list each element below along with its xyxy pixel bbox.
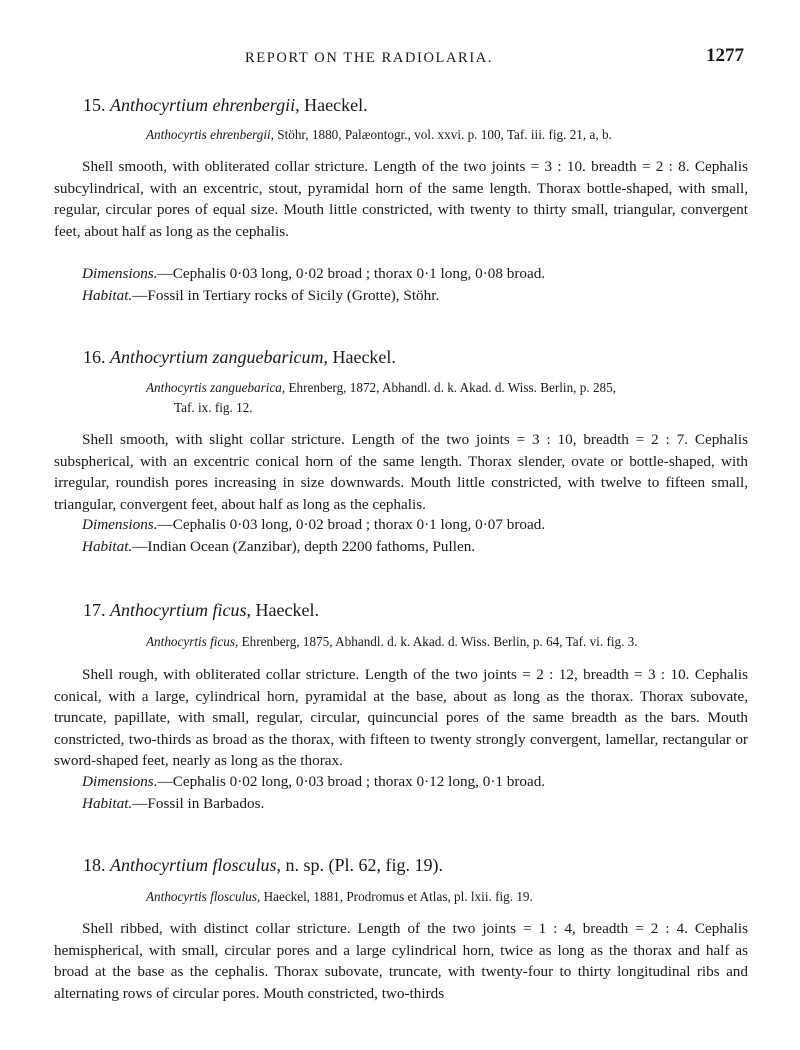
habitat-label: Habitat. [82,287,133,304]
species-author: Haeckel. [304,95,368,115]
synonym [146,125,748,145]
species-description: Shell smooth, with slight collar stricture. Length of the two joints = 3 : 10, breadth = 2 : 7. Cephalis subspherical, with an excentric conical horn of the same length. Thorax slender, ovate or bottle-shaped, with irregular, roundish pores increasing in size downwards. Mouth little constricted, with twelve to fifteen small, triangular, convergent feet, about half as long as the cephalis. [54,431,748,513]
page-number: 1277 [706,45,744,66]
dimensions [82,263,748,285]
species-name: Anthocyrtium ficus, [110,600,251,620]
dimensions-label: Dimensions. [82,265,158,282]
running-head [0,44,800,68]
habitat-text: —Indian Ocean (Zanzibar), depth 2200 fathoms, Pullen. [132,538,476,555]
species-name: Anthocyrtium zanguebaricum, [110,347,328,367]
habitat [82,793,748,815]
species-description: Shell ribbed, with distinct collar stricture. Length of the two joints = 1 : 4, breadth = 2 : 4. Cephalis hemispherical, with small, circular pores and a large cylindrical horn, twice as long as the thorax and half as broad at the base as the cephalis. Thorax subovate, truncate, with twenty-four to thirty longitudinal ribs and alternating rows of circular pores. Mouth constricted, two-thirds [54,920,748,1002]
habitat-label: Habitat. [82,795,133,812]
synonym-reference: Haeckel, 1881, Prodromus et Atlas, pl. lxii. fig. 19. [263,889,533,904]
species-number: 15. [83,95,106,115]
habitat-text: —Fossil in Barbados. [132,795,265,812]
synonym-name: Anthocyrtis zanguebarica, [146,380,286,395]
species-name: Anthocyrtium ehrenbergii, [110,95,300,115]
species-number: 18. [83,855,106,875]
synonym-reference: Stöhr, 1880, Palæontogr., vol. xxvi. p. 100, Taf. iii. fig. 21, a, b. [277,127,612,142]
dimensions-text: —Cephalis 0·03 long, 0·02 broad ; thorax 0·1 long, 0·07 broad. [157,516,546,533]
dimensions-text: —Cephalis 0·02 long, 0·03 broad ; thorax 0·12 long, 0·1 broad. [157,773,546,790]
species-heading [83,600,319,621]
species-author: n. sp. (Pl. 62, fig. 19). [285,855,443,875]
dimensions-text: —Cephalis 0·03 long, 0·02 broad ; thorax 0·1 long, 0·08 broad. [157,265,546,282]
species-heading [83,95,368,116]
synonym [146,378,748,418]
species-name: Anthocyrtium flosculus, [110,855,281,875]
synonym-reference-continued: Taf. ix. fig. 12. [174,400,253,415]
running-title: REPORT ON THE RADIOLARIA. [245,50,494,66]
synonym-name: Anthocyrtis flosculus, [146,889,261,904]
dimensions [82,514,748,536]
synonym-reference: Ehrenberg, 1875, Abhandl. d. k. Akad. d. Wiss. Berlin, p. 64, Taf. vi. fig. 3. [241,634,638,649]
synonym-reference: Ehrenberg, 1872, Abhandl. d. k. Akad. d. Wiss. Berlin, p. 285, [288,380,617,395]
species-number: 16. [83,347,106,367]
dimensions-label: Dimensions. [82,516,158,533]
habitat-text: —Fossil in Tertiary rocks of Sicily (Grotte), Stöhr. [132,287,440,304]
dimensions [82,771,748,793]
synonym-name: Anthocyrtis ehrenbergii, [146,127,274,142]
species-author: Haeckel. [255,600,319,620]
synonym-name: Anthocyrtis ficus, [146,634,239,649]
dimensions-label: Dimensions. [82,773,158,790]
habitat-label: Habitat. [82,538,133,555]
habitat [82,536,748,558]
species-description: Shell rough, with obliterated collar stricture. Length of the two joints = 2 : 12, breadth = 3 : 10. Cephalis conical, with a large, cylindrical horn, pyramidal at the base, about as long as the thorax. Thorax subovate, truncate, papillate, with small, regular, circular, quincuncial pores of the same breadth as the bars. Mouth constricted, two-thirds as broad as the thorax, with fifteen to twenty strongly convergent, lamellar, rectangular or sword-shaped feet, nearly as long as the thorax. [54,666,748,770]
synonym [146,632,748,652]
species-description: Shell smooth, with obliterated collar stricture. Length of the two joints = 3 : 10. breadth = 2 : 8. Cephalis subcylindrical, with an excentric, stout, pyramidal horn of the same length. Thorax bottle-shaped, with small, regular, circular pores of equal size. Mouth little constricted, with twenty to thirty small, triangular, convergent feet, about half as long as the cephalis. [54,158,748,240]
species-author: Haeckel. [332,347,396,367]
habitat [82,285,748,307]
species-number: 17. [83,600,106,620]
species-heading [83,347,396,368]
synonym [146,887,748,907]
species-heading [83,855,443,876]
